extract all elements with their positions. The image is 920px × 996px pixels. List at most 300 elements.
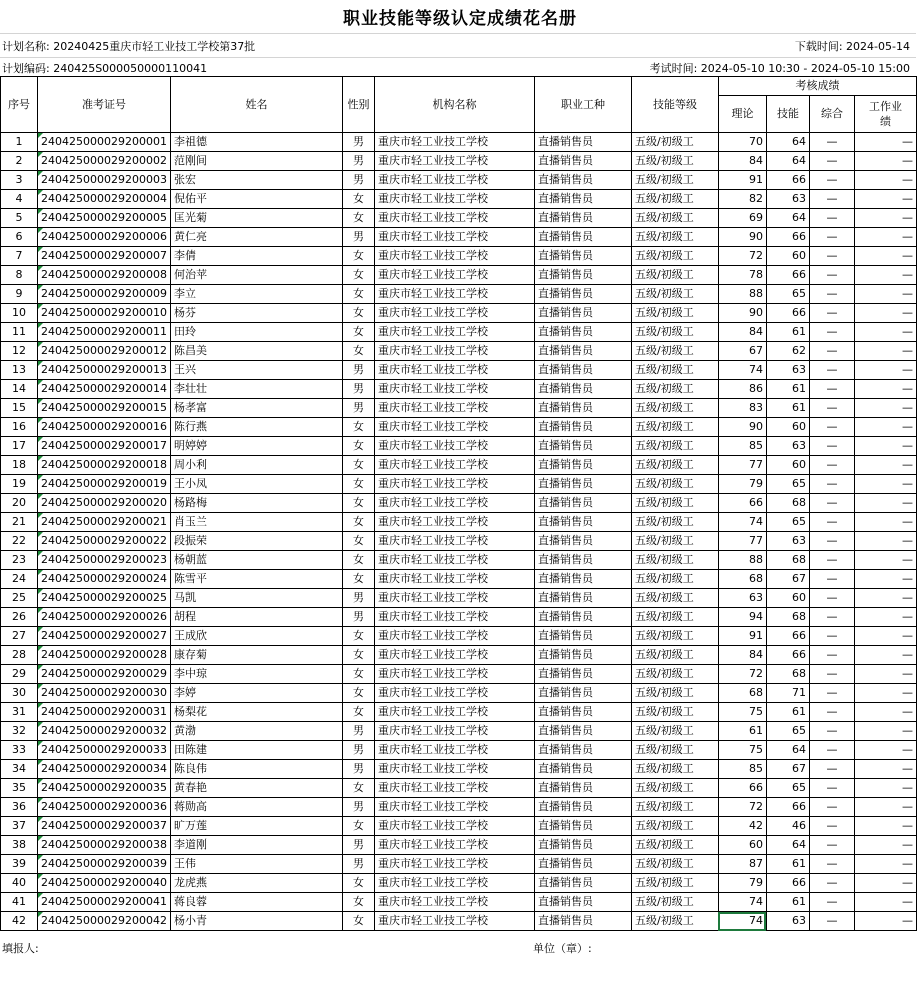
cell-seq[interactable]: 2 <box>1 152 38 171</box>
cell-theory[interactable]: 83 <box>718 399 766 418</box>
table-row[interactable] <box>1 646 917 665</box>
cell-comprehensive[interactable]: — <box>809 589 854 608</box>
cell-level[interactable]: 五级/初级工 <box>631 684 718 703</box>
cell-level[interactable]: 五级/初级工 <box>631 266 718 285</box>
cell-skill[interactable]: 61 <box>766 380 809 399</box>
cell-level[interactable]: 五级/初级工 <box>631 874 718 893</box>
cell-skill[interactable]: 64 <box>766 836 809 855</box>
cell-skill[interactable]: 64 <box>766 133 809 152</box>
cell-work[interactable]: — <box>854 798 916 817</box>
cell-org[interactable]: 重庆市轻工业技工学校 <box>374 513 534 532</box>
cell-theory[interactable]: 68 <box>718 570 766 589</box>
cell-theory[interactable]: 61 <box>718 722 766 741</box>
table-row[interactable] <box>1 608 917 627</box>
table-row[interactable] <box>1 855 917 874</box>
cell-gender[interactable]: 男 <box>342 380 374 399</box>
cell-skill[interactable]: 66 <box>766 171 809 190</box>
cell-seq[interactable]: 25 <box>1 589 38 608</box>
table-row[interactable] <box>1 836 917 855</box>
cell-gender[interactable]: 男 <box>342 133 374 152</box>
cell-exam-id[interactable]: 240425000029200018 <box>38 456 171 475</box>
cell-seq[interactable]: 5 <box>1 209 38 228</box>
cell-name[interactable]: 蒋良蓉 <box>170 893 342 912</box>
cell-name[interactable]: 黄仁亮 <box>170 228 342 247</box>
table-row[interactable] <box>1 817 917 836</box>
table-row[interactable] <box>1 760 917 779</box>
table-row[interactable] <box>1 209 917 228</box>
cell-name[interactable]: 陈行燕 <box>170 418 342 437</box>
table-row[interactable] <box>1 627 917 646</box>
table-row[interactable] <box>1 589 917 608</box>
cell-exam-id[interactable]: 240425000029200009 <box>38 285 171 304</box>
cell-job[interactable]: 直播销售员 <box>534 475 631 494</box>
cell-comprehensive[interactable]: — <box>809 551 854 570</box>
cell-org[interactable]: 重庆市轻工业技工学校 <box>374 380 534 399</box>
table-row[interactable] <box>1 323 917 342</box>
cell-work[interactable]: — <box>854 836 916 855</box>
cell-job[interactable]: 直播销售员 <box>534 437 631 456</box>
cell-theory[interactable]: 74 <box>718 361 766 380</box>
cell-seq[interactable]: 19 <box>1 475 38 494</box>
cell-level[interactable]: 五级/初级工 <box>631 437 718 456</box>
cell-gender[interactable]: 女 <box>342 456 374 475</box>
table-row[interactable] <box>1 456 917 475</box>
cell-seq[interactable]: 24 <box>1 570 38 589</box>
cell-work[interactable]: — <box>854 323 916 342</box>
cell-work[interactable]: — <box>854 152 916 171</box>
cell-theory[interactable]: 88 <box>718 285 766 304</box>
cell-gender[interactable]: 女 <box>342 209 374 228</box>
cell-name[interactable]: 田玲 <box>170 323 342 342</box>
cell-work[interactable]: — <box>854 513 916 532</box>
cell-gender[interactable]: 女 <box>342 513 374 532</box>
cell-work[interactable]: — <box>854 418 916 437</box>
cell-theory[interactable]: 69 <box>718 209 766 228</box>
cell-org[interactable]: 重庆市轻工业技工学校 <box>374 266 534 285</box>
cell-org[interactable]: 重庆市轻工业技工学校 <box>374 247 534 266</box>
cell-theory[interactable]: 68 <box>718 684 766 703</box>
cell-name[interactable]: 杨朝蓝 <box>170 551 342 570</box>
cell-work[interactable]: — <box>854 133 916 152</box>
cell-work[interactable]: — <box>854 874 916 893</box>
cell-theory[interactable]: 67 <box>718 342 766 361</box>
table-row[interactable] <box>1 171 917 190</box>
cell-work[interactable]: — <box>854 551 916 570</box>
cell-skill[interactable]: 63 <box>766 532 809 551</box>
cell-work[interactable]: — <box>854 456 916 475</box>
cell-gender[interactable]: 男 <box>342 399 374 418</box>
cell-theory[interactable]: 72 <box>718 665 766 684</box>
cell-skill[interactable]: 60 <box>766 589 809 608</box>
table-row[interactable] <box>1 741 917 760</box>
cell-level[interactable]: 五级/初级工 <box>631 532 718 551</box>
cell-work[interactable]: — <box>854 171 916 190</box>
cell-job[interactable]: 直播销售员 <box>534 247 631 266</box>
cell-name[interactable]: 马凯 <box>170 589 342 608</box>
col-org[interactable]: 机构名称 <box>374 77 534 133</box>
cell-skill[interactable]: 71 <box>766 684 809 703</box>
cell-level[interactable]: 五级/初级工 <box>631 304 718 323</box>
cell-job[interactable]: 直播销售员 <box>534 285 631 304</box>
cell-work[interactable]: — <box>854 209 916 228</box>
cell-exam-id[interactable]: 240425000029200024 <box>38 570 171 589</box>
cell-theory[interactable]: 78 <box>718 266 766 285</box>
cell-level[interactable]: 五级/初级工 <box>631 779 718 798</box>
cell-exam-id[interactable]: 240425000029200022 <box>38 532 171 551</box>
cell-comprehensive[interactable]: — <box>809 152 854 171</box>
cell-gender[interactable]: 女 <box>342 627 374 646</box>
cell-gender[interactable]: 女 <box>342 323 374 342</box>
cell-skill[interactable]: 67 <box>766 570 809 589</box>
cell-seq[interactable]: 33 <box>1 741 38 760</box>
cell-job[interactable]: 直播销售员 <box>534 152 631 171</box>
cell-name[interactable]: 蒋勋高 <box>170 798 342 817</box>
cell-theory[interactable]: 79 <box>718 475 766 494</box>
cell-org[interactable]: 重庆市轻工业技工学校 <box>374 361 534 380</box>
cell-org[interactable]: 重庆市轻工业技工学校 <box>374 228 534 247</box>
cell-level[interactable]: 五级/初级工 <box>631 912 718 931</box>
cell-theory[interactable]: 74 <box>718 893 766 912</box>
cell-level[interactable]: 五级/初级工 <box>631 627 718 646</box>
cell-org[interactable]: 重庆市轻工业技工学校 <box>374 551 534 570</box>
cell-job[interactable]: 直播销售员 <box>534 399 631 418</box>
cell-gender[interactable]: 女 <box>342 779 374 798</box>
cell-level[interactable]: 五级/初级工 <box>631 570 718 589</box>
cell-seq[interactable]: 16 <box>1 418 38 437</box>
cell-skill[interactable]: 68 <box>766 551 809 570</box>
cell-comprehensive[interactable]: — <box>809 228 854 247</box>
cell-work[interactable]: — <box>854 475 916 494</box>
cell-work[interactable]: — <box>854 266 916 285</box>
cell-exam-id[interactable]: 240425000029200017 <box>38 437 171 456</box>
table-row[interactable] <box>1 437 917 456</box>
cell-exam-id[interactable]: 240425000029200042 <box>38 912 171 931</box>
cell-gender[interactable]: 男 <box>342 171 374 190</box>
cell-skill[interactable]: 66 <box>766 627 809 646</box>
cell-level[interactable]: 五级/初级工 <box>631 456 718 475</box>
cell-org[interactable]: 重庆市轻工业技工学校 <box>374 152 534 171</box>
cell-theory[interactable]: 85 <box>718 760 766 779</box>
cell-seq[interactable]: 26 <box>1 608 38 627</box>
table-row[interactable] <box>1 247 917 266</box>
cell-seq[interactable]: 28 <box>1 646 38 665</box>
cell-skill[interactable]: 64 <box>766 152 809 171</box>
cell-exam-id[interactable]: 240425000029200040 <box>38 874 171 893</box>
cell-theory[interactable]: 86 <box>718 380 766 399</box>
cell-level[interactable]: 五级/初级工 <box>631 513 718 532</box>
cell-exam-id[interactable]: 240425000029200041 <box>38 893 171 912</box>
cell-level[interactable]: 五级/初级工 <box>631 741 718 760</box>
cell-level[interactable]: 五级/初级工 <box>631 893 718 912</box>
cell-exam-id[interactable]: 240425000029200014 <box>38 380 171 399</box>
cell-comprehensive[interactable]: — <box>809 171 854 190</box>
cell-level[interactable]: 五级/初级工 <box>631 323 718 342</box>
cell-name[interactable]: 田陈建 <box>170 741 342 760</box>
cell-job[interactable]: 直播销售员 <box>534 228 631 247</box>
cell-work[interactable]: — <box>854 342 916 361</box>
cell-skill[interactable]: 63 <box>766 361 809 380</box>
cell-job[interactable]: 直播销售员 <box>534 912 631 931</box>
cell-job[interactable]: 直播销售员 <box>534 418 631 437</box>
cell-comprehensive[interactable]: — <box>809 209 854 228</box>
cell-comprehensive[interactable]: — <box>809 380 854 399</box>
cell-theory[interactable]: 66 <box>718 779 766 798</box>
cell-level[interactable]: 五级/初级工 <box>631 703 718 722</box>
table-row[interactable] <box>1 418 917 437</box>
cell-work[interactable]: — <box>854 399 916 418</box>
cell-org[interactable]: 重庆市轻工业技工学校 <box>374 874 534 893</box>
cell-gender[interactable]: 男 <box>342 152 374 171</box>
table-row[interactable] <box>1 893 917 912</box>
cell-org[interactable]: 重庆市轻工业技工学校 <box>374 646 534 665</box>
cell-org[interactable]: 重庆市轻工业技工学校 <box>374 494 534 513</box>
cell-comprehensive[interactable]: — <box>809 418 854 437</box>
cell-job[interactable]: 直播销售员 <box>534 323 631 342</box>
cell-theory[interactable]: 66 <box>718 494 766 513</box>
cell-level[interactable]: 五级/初级工 <box>631 589 718 608</box>
cell-org[interactable]: 重庆市轻工业技工学校 <box>374 760 534 779</box>
cell-seq[interactable]: 36 <box>1 798 38 817</box>
cell-seq[interactable]: 22 <box>1 532 38 551</box>
cell-gender[interactable]: 女 <box>342 247 374 266</box>
cell-gender[interactable]: 女 <box>342 494 374 513</box>
cell-seq[interactable]: 31 <box>1 703 38 722</box>
cell-exam-id[interactable]: 240425000029200033 <box>38 741 171 760</box>
col-job[interactable]: 职业工种 <box>534 77 631 133</box>
cell-skill[interactable]: 65 <box>766 779 809 798</box>
cell-org[interactable]: 重庆市轻工业技工学校 <box>374 342 534 361</box>
cell-theory[interactable]: 90 <box>718 228 766 247</box>
cell-name[interactable]: 范刚间 <box>170 152 342 171</box>
cell-theory[interactable]: 90 <box>718 304 766 323</box>
cell-org[interactable]: 重庆市轻工业技工学校 <box>374 741 534 760</box>
cell-name[interactable]: 陈良伟 <box>170 760 342 779</box>
cell-work[interactable]: — <box>854 570 916 589</box>
cell-seq[interactable]: 10 <box>1 304 38 323</box>
cell-gender[interactable]: 女 <box>342 285 374 304</box>
col-exam-id[interactable]: 准考证号 <box>38 77 171 133</box>
cell-work[interactable]: — <box>854 646 916 665</box>
table-row[interactable] <box>1 513 917 532</box>
cell-gender[interactable]: 女 <box>342 703 374 722</box>
cell-comprehensive[interactable]: — <box>809 342 854 361</box>
cell-work[interactable]: — <box>854 190 916 209</box>
cell-skill[interactable]: 63 <box>766 912 809 931</box>
cell-theory[interactable]: 60 <box>718 836 766 855</box>
cell-name[interactable]: 杨梨花 <box>170 703 342 722</box>
cell-skill[interactable]: 65 <box>766 513 809 532</box>
cell-level[interactable]: 五级/初级工 <box>631 665 718 684</box>
cell-skill[interactable]: 62 <box>766 342 809 361</box>
table-row[interactable] <box>1 874 917 893</box>
cell-level[interactable]: 五级/初级工 <box>631 855 718 874</box>
cell-gender[interactable]: 女 <box>342 475 374 494</box>
cell-theory[interactable]: 72 <box>718 247 766 266</box>
cell-name[interactable]: 周小利 <box>170 456 342 475</box>
cell-name[interactable]: 肖玉兰 <box>170 513 342 532</box>
cell-theory[interactable]: 72 <box>718 798 766 817</box>
cell-comprehensive[interactable]: — <box>809 399 854 418</box>
cell-name[interactable]: 胡程 <box>170 608 342 627</box>
cell-level[interactable]: 五级/初级工 <box>631 380 718 399</box>
cell-work[interactable]: — <box>854 285 916 304</box>
cell-job[interactable]: 直播销售员 <box>534 570 631 589</box>
cell-job[interactable]: 直播销售员 <box>534 627 631 646</box>
cell-exam-id[interactable]: 240425000029200036 <box>38 798 171 817</box>
cell-gender[interactable]: 女 <box>342 817 374 836</box>
table-row[interactable] <box>1 152 917 171</box>
cell-name[interactable]: 段振荣 <box>170 532 342 551</box>
table-row[interactable] <box>1 494 917 513</box>
cell-exam-id[interactable]: 240425000029200008 <box>38 266 171 285</box>
cell-gender[interactable]: 男 <box>342 589 374 608</box>
cell-theory[interactable]: 79 <box>718 874 766 893</box>
table-row[interactable] <box>1 912 917 931</box>
cell-gender[interactable]: 男 <box>342 760 374 779</box>
cell-skill[interactable]: 66 <box>766 798 809 817</box>
cell-org[interactable]: 重庆市轻工业技工学校 <box>374 437 534 456</box>
cell-comprehensive[interactable]: — <box>809 627 854 646</box>
cell-seq[interactable]: 17 <box>1 437 38 456</box>
cell-theory[interactable]: 77 <box>718 532 766 551</box>
cell-name[interactable]: 杨小青 <box>170 912 342 931</box>
col-level[interactable]: 技能等级 <box>631 77 718 133</box>
table-row[interactable] <box>1 304 917 323</box>
cell-job[interactable]: 直播销售员 <box>534 532 631 551</box>
cell-org[interactable]: 重庆市轻工业技工学校 <box>374 684 534 703</box>
cell-skill[interactable]: 64 <box>766 741 809 760</box>
cell-name[interactable]: 陈雪平 <box>170 570 342 589</box>
cell-work[interactable]: — <box>854 665 916 684</box>
cell-seq[interactable]: 4 <box>1 190 38 209</box>
table-row[interactable] <box>1 798 917 817</box>
cell-skill[interactable]: 66 <box>766 228 809 247</box>
cell-skill[interactable]: 66 <box>766 874 809 893</box>
cell-exam-id[interactable]: 240425000029200004 <box>38 190 171 209</box>
cell-name[interactable]: 杨孝富 <box>170 399 342 418</box>
cell-gender[interactable]: 女 <box>342 190 374 209</box>
cell-job[interactable]: 直播销售员 <box>534 798 631 817</box>
col-skill[interactable]: 技能 <box>766 96 809 133</box>
cell-gender[interactable]: 女 <box>342 893 374 912</box>
cell-exam-id[interactable]: 240425000029200032 <box>38 722 171 741</box>
cell-skill[interactable]: 64 <box>766 209 809 228</box>
cell-seq[interactable]: 20 <box>1 494 38 513</box>
cell-job[interactable]: 直播销售员 <box>534 494 631 513</box>
cell-gender[interactable]: 女 <box>342 874 374 893</box>
cell-comprehensive[interactable]: — <box>809 247 854 266</box>
cell-comprehensive[interactable]: — <box>809 532 854 551</box>
cell-level[interactable]: 五级/初级工 <box>631 152 718 171</box>
cell-skill[interactable]: 60 <box>766 247 809 266</box>
cell-skill[interactable]: 65 <box>766 475 809 494</box>
cell-name[interactable]: 倪佑平 <box>170 190 342 209</box>
cell-seq[interactable]: 21 <box>1 513 38 532</box>
cell-skill[interactable]: 60 <box>766 456 809 475</box>
cell-exam-id[interactable]: 240425000029200001 <box>38 133 171 152</box>
cell-gender[interactable]: 女 <box>342 532 374 551</box>
cell-theory[interactable]: 70 <box>718 133 766 152</box>
cell-org[interactable]: 重庆市轻工业技工学校 <box>374 418 534 437</box>
table-row[interactable] <box>1 361 917 380</box>
col-gender[interactable]: 性别 <box>342 77 374 133</box>
cell-job[interactable]: 直播销售员 <box>534 171 631 190</box>
cell-seq[interactable]: 6 <box>1 228 38 247</box>
cell-job[interactable]: 直播销售员 <box>534 646 631 665</box>
cell-job[interactable]: 直播销售员 <box>534 874 631 893</box>
cell-comprehensive[interactable]: — <box>809 323 854 342</box>
cell-gender[interactable]: 女 <box>342 266 374 285</box>
cell-work[interactable]: — <box>854 608 916 627</box>
cell-name[interactable]: 何治苹 <box>170 266 342 285</box>
cell-level[interactable]: 五级/初级工 <box>631 285 718 304</box>
cell-level[interactable]: 五级/初级工 <box>631 608 718 627</box>
table-row[interactable] <box>1 342 917 361</box>
cell-gender[interactable]: 女 <box>342 912 374 931</box>
cell-theory[interactable]: 87 <box>718 855 766 874</box>
cell-comprehensive[interactable]: — <box>809 684 854 703</box>
cell-work[interactable]: — <box>854 722 916 741</box>
cell-comprehensive[interactable]: — <box>809 741 854 760</box>
cell-job[interactable]: 直播销售员 <box>534 190 631 209</box>
cell-exam-id[interactable]: 240425000029200028 <box>38 646 171 665</box>
cell-org[interactable]: 重庆市轻工业技工学校 <box>374 779 534 798</box>
cell-seq[interactable]: 35 <box>1 779 38 798</box>
cell-comprehensive[interactable]: — <box>809 285 854 304</box>
cell-seq[interactable]: 13 <box>1 361 38 380</box>
cell-work[interactable]: — <box>854 912 916 931</box>
cell-work[interactable]: — <box>854 760 916 779</box>
cell-level[interactable]: 五级/初级工 <box>631 133 718 152</box>
cell-name[interactable]: 龙虎燕 <box>170 874 342 893</box>
cell-comprehensive[interactable]: — <box>809 665 854 684</box>
cell-theory[interactable]: 90 <box>718 418 766 437</box>
cell-org[interactable]: 重庆市轻工业技工学校 <box>374 817 534 836</box>
cell-comprehensive[interactable]: — <box>809 190 854 209</box>
cell-exam-id[interactable]: 240425000029200013 <box>38 361 171 380</box>
cell-seq[interactable]: 42 <box>1 912 38 931</box>
cell-exam-id[interactable]: 240425000029200037 <box>38 817 171 836</box>
cell-exam-id[interactable]: 240425000029200027 <box>38 627 171 646</box>
cell-theory[interactable]: 74 <box>718 912 766 931</box>
cell-seq[interactable]: 7 <box>1 247 38 266</box>
cell-seq[interactable]: 1 <box>1 133 38 152</box>
cell-exam-id[interactable]: 240425000029200016 <box>38 418 171 437</box>
cell-level[interactable]: 五级/初级工 <box>631 551 718 570</box>
cell-name[interactable]: 杨路梅 <box>170 494 342 513</box>
cell-comprehensive[interactable]: — <box>809 703 854 722</box>
cell-job[interactable]: 直播销售员 <box>534 456 631 475</box>
cell-level[interactable]: 五级/初级工 <box>631 836 718 855</box>
cell-comprehensive[interactable]: — <box>809 437 854 456</box>
cell-job[interactable]: 直播销售员 <box>534 209 631 228</box>
cell-level[interactable]: 五级/初级工 <box>631 399 718 418</box>
cell-gender[interactable]: 女 <box>342 418 374 437</box>
cell-job[interactable]: 直播销售员 <box>534 304 631 323</box>
cell-job[interactable]: 直播销售员 <box>534 133 631 152</box>
cell-name[interactable]: 明婷婷 <box>170 437 342 456</box>
cell-work[interactable]: — <box>854 361 916 380</box>
cell-job[interactable]: 直播销售员 <box>534 893 631 912</box>
cell-work[interactable]: — <box>854 247 916 266</box>
cell-seq[interactable]: 29 <box>1 665 38 684</box>
col-theory[interactable]: 理论 <box>718 96 766 133</box>
cell-name[interactable]: 杨芬 <box>170 304 342 323</box>
cell-gender[interactable]: 男 <box>342 836 374 855</box>
cell-exam-id[interactable]: 240425000029200006 <box>38 228 171 247</box>
table-row[interactable] <box>1 570 917 589</box>
cell-job[interactable]: 直播销售员 <box>534 684 631 703</box>
